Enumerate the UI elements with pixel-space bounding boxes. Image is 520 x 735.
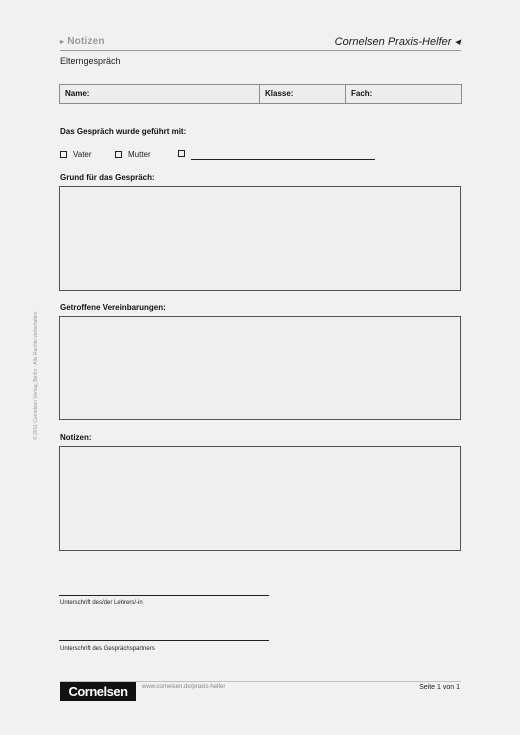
header-divider <box>60 50 461 51</box>
student-info-table <box>59 84 462 104</box>
checkbox-icon[interactable] <box>115 151 122 158</box>
section-title-text: Notizen <box>67 36 105 47</box>
subject-field[interactable] <box>346 85 461 103</box>
option-other[interactable] <box>178 150 191 157</box>
subject-label: Fach: <box>351 89 373 98</box>
page-number: Seite 1 von 1 <box>419 684 460 691</box>
agreements-textbox[interactable] <box>59 316 461 420</box>
checkbox-icon[interactable] <box>178 150 185 157</box>
partner-signature-caption: Unterschrift des Gesprächspartners <box>60 646 155 652</box>
cornelsen-logo: Cornelsen <box>60 682 136 701</box>
teacher-signature-caption: Unterschrift des/der Lehrers/-in <box>60 600 143 606</box>
name-field[interactable] <box>60 85 260 103</box>
partner-signature-line[interactable] <box>59 640 269 641</box>
reason-textbox[interactable] <box>59 186 461 291</box>
form-subtitle: Elterngespräch <box>60 56 121 66</box>
copyright-sidenote: © 2011 Cornelsen Verlag, Berlin · Alle Rechte vorbehalten <box>33 311 39 440</box>
option-father-label: Vater <box>73 150 92 159</box>
footer-url: www.cornelsen.de/praxis-helfer <box>142 684 226 690</box>
name-label: Name: <box>65 89 90 98</box>
notes-textbox[interactable] <box>59 446 461 551</box>
option-mother-label: Mutter <box>128 150 151 159</box>
reason-heading: Grund für das Gespräch: <box>60 173 155 182</box>
notes-heading: Notizen: <box>60 433 92 442</box>
class-label: Klasse: <box>265 89 294 98</box>
brand-title-text: Cornelsen Praxis-Helfer <box>334 36 452 48</box>
option-mother[interactable] <box>115 150 151 159</box>
teacher-signature-line[interactable] <box>59 595 269 596</box>
brand-title <box>335 35 460 48</box>
other-person-line[interactable] <box>191 159 375 160</box>
agreements-heading: Getroffene Vereinbarungen: <box>60 303 166 312</box>
checkbox-icon[interactable] <box>60 151 67 158</box>
triangle-right-icon: ▸ <box>60 37 65 46</box>
class-field[interactable] <box>260 85 346 103</box>
option-father[interactable] <box>60 150 92 159</box>
triangle-left-icon: ◂ <box>454 36 460 48</box>
section-title <box>60 36 105 47</box>
conversation-heading: Das Gespräch wurde geführt mit: <box>60 127 187 136</box>
